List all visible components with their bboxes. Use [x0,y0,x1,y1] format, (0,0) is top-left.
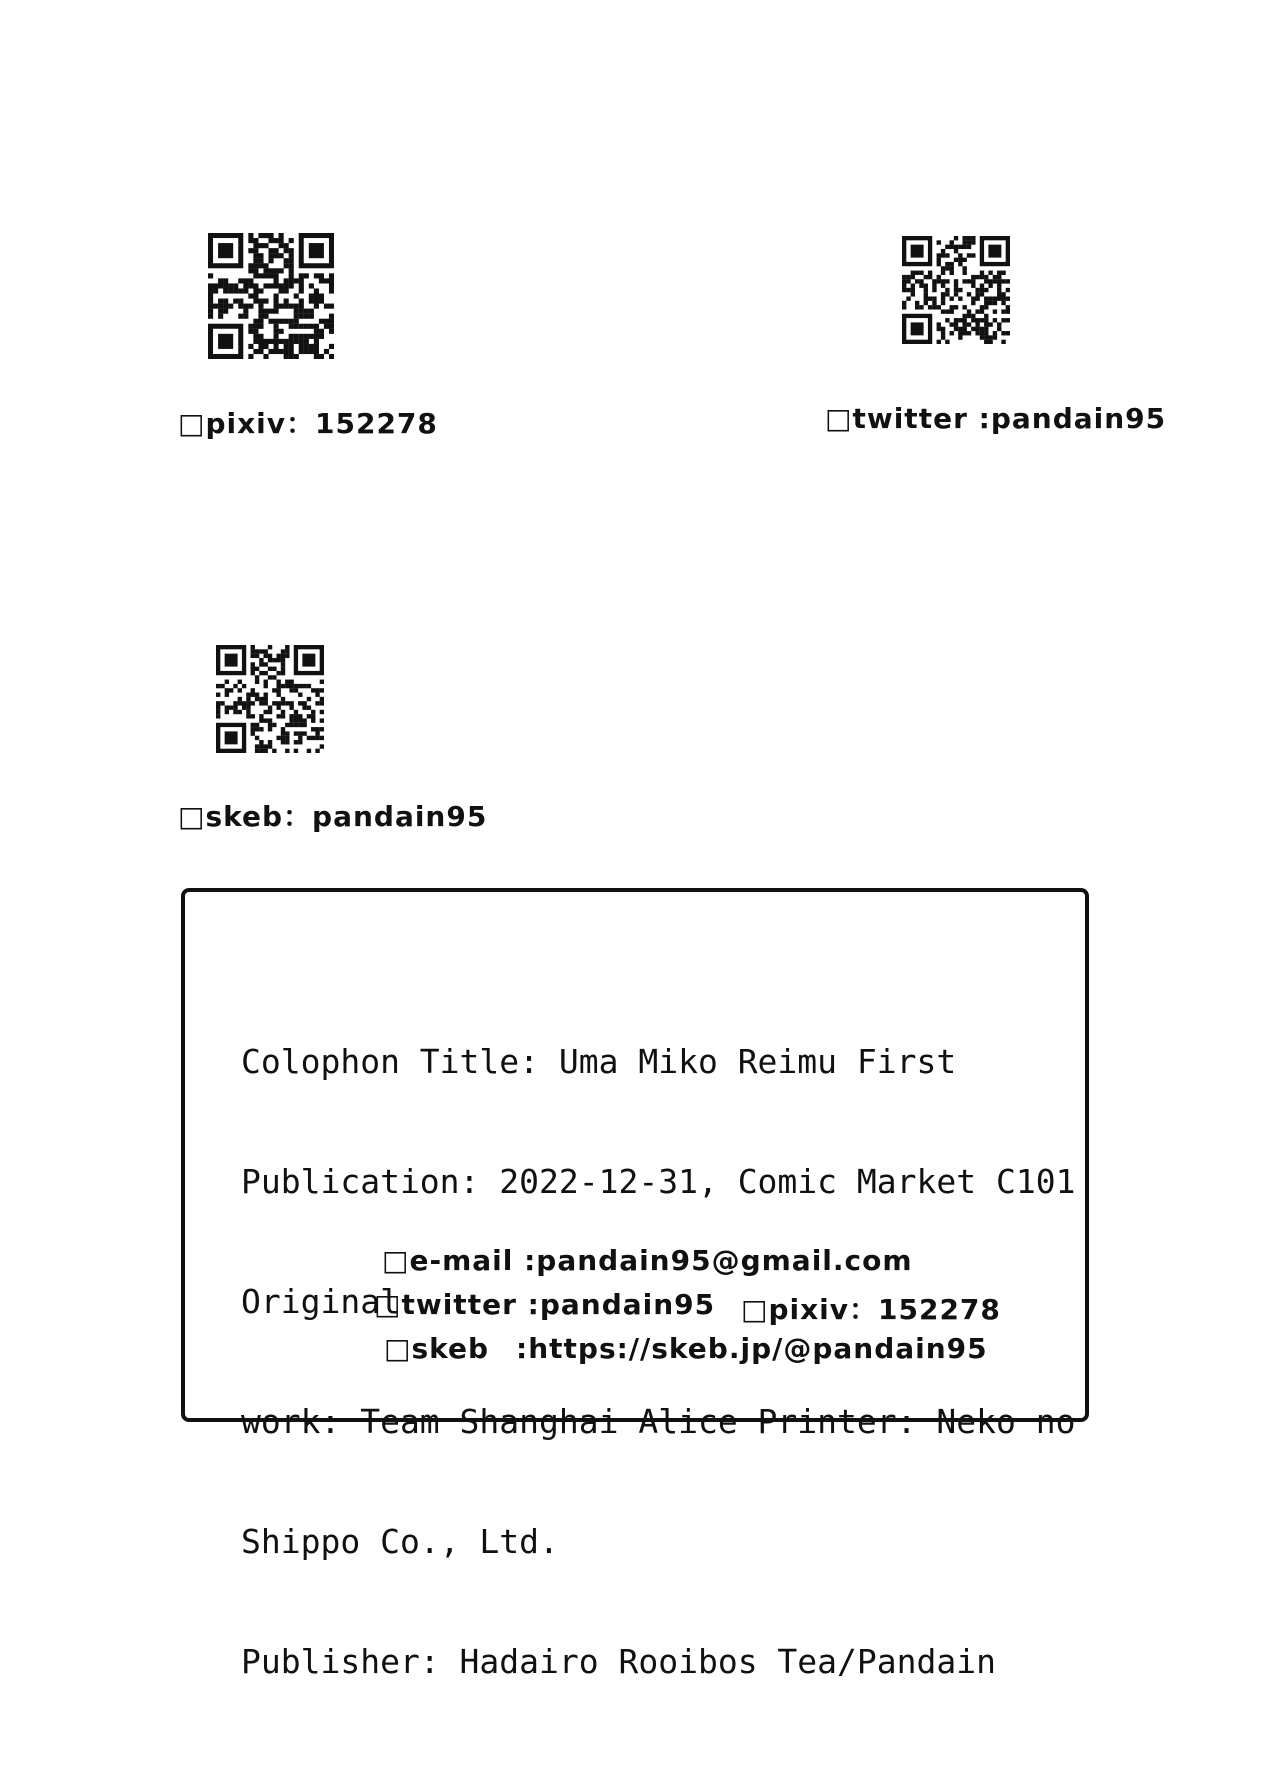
skeb-label: □skeb：pandain95 [178,800,488,833]
colophon-line: Publisher: Hadairo Rooibos Tea/Pandain [241,1642,996,1681]
colophon-line: Publication: 2022-12-31, Comic Market C101 [241,1162,1076,1201]
twitter-qr-code [902,236,1010,344]
contact-email: □e-mail :pandain95@gmail.com [382,1244,913,1277]
colophon-line: Colophon Title: Uma Miko Reimu First [241,1042,957,1081]
qr-code-icon [216,645,324,753]
contact-twitter: □twitter :pandain95 [374,1288,716,1321]
contact-skeb-label: □skeb [384,1332,490,1365]
colophon-line: Original [241,1282,400,1321]
contact-pixiv: □pixiv：152278 [741,1293,1001,1326]
pixiv-label: □pixiv：152278 [178,407,438,440]
qr-code-icon [902,236,1010,344]
twitter-label: □twitter :pandain95 [825,402,1167,435]
colophon-box [181,888,1089,1681]
colophon-line: work: Team Shanghai Alice Printer: Neko no [241,1402,1076,1441]
pixiv-qr-code [208,233,334,359]
skeb-qr-code [216,645,324,753]
colophon-line: Shippo Co., Ltd. [241,1522,559,1561]
qr-code-icon [208,233,334,359]
contact-skeb-url: :https://skeb.jp/@pandain95 [516,1332,988,1365]
